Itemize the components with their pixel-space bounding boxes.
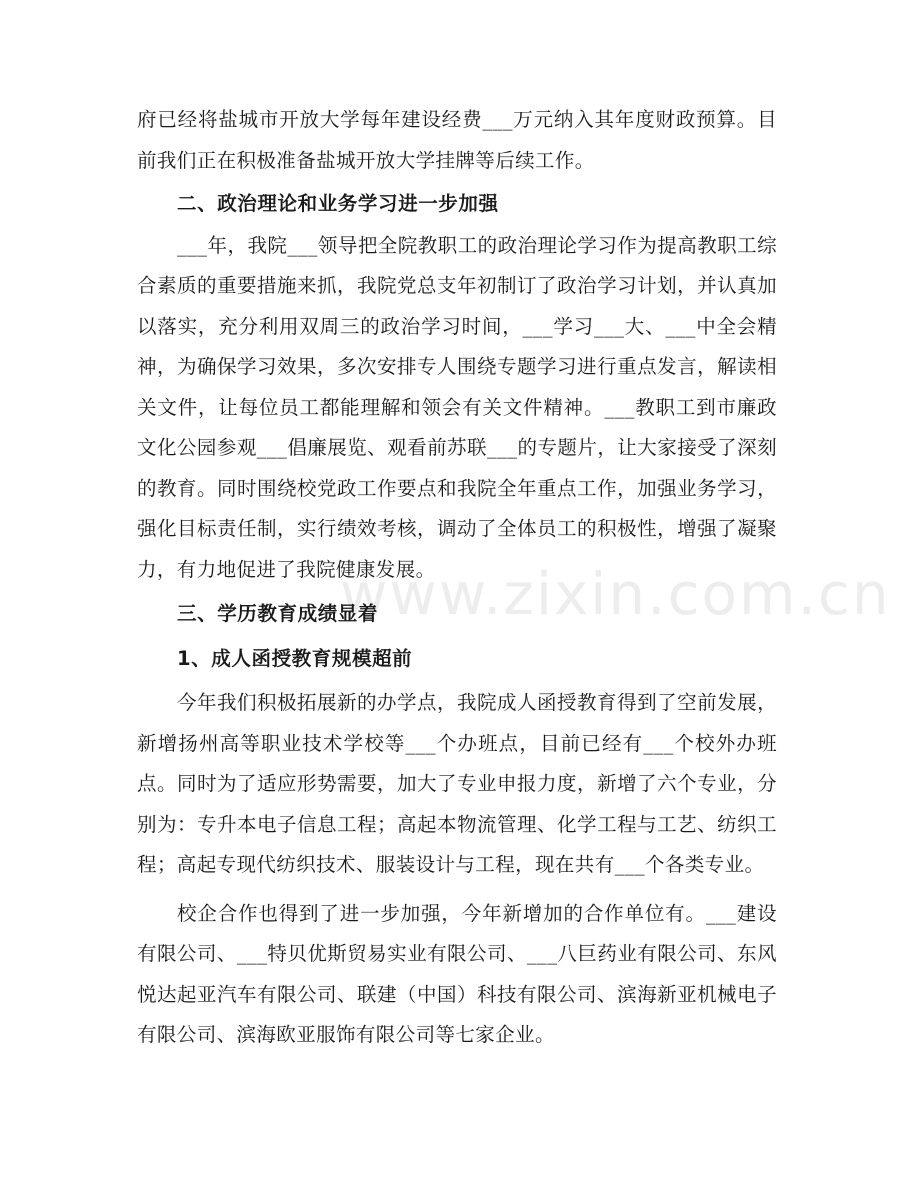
paragraph-budget-continuation: 府已经将盐城市开放大学每年建设经费___万元纳入其年度财政预算。目前我们正在积极准备盐城开放大学挂牌等后续工作。 <box>137 108 777 172</box>
document-page <box>137 100 777 1056</box>
watermark-text: www.zixin.com.cn <box>340 560 891 628</box>
subsection-heading-correspondence: 1、成人函授教育规模超前 <box>177 646 413 670</box>
paragraph-school-enterprise: 校企合作也得到了进一步加强，今年新增加的合作单位有。___建设有限公司、___特贝优斯贸易实业有限公司、___八巨药业有限公司、东风悦达起亚汽车有限公司、联建（中国）科技有限公司、滨海新亚机械电子有限公司、滨海欧亚服饰有限公司等七家企业。 <box>137 901 777 1046</box>
paragraph-correspondence-education: 今年我们积极拓展新的办学点，我院成人函授教育得到了空前发展，新增扬州高等职业技术学校等___个办班点，目前已经有___个校外办班点。同时为了适应形势需要，加大了专业申报力度，新增了六个专业，分别为：专升本电子信息工程；高起本物流管理、化学工程与工艺、纺织工程；高起专现代纺织技术、服装设计与工程，现在共有___个各类专业。 <box>137 691 777 876</box>
section-heading-education-results: 三、学历教育成绩显着 <box>177 602 379 625</box>
section-heading-political-study: 二、政治理论和业务学习进一步加强 <box>177 192 499 215</box>
paragraph-political-study: ___年，我院___领导把全院教职工的政治理论学习作为提高教职工综合素质的重要措施来抓，我院党总支年初制订了政治学习计划，并认真加以落实，充分利用双周三的政治学习时间，___学习___大、___中全会精神，为确保学习效果，多次安排专人围绕专题学习进行重点发言，解读相关文件，让每位员工都能理解和领会有关文件精神。___教职工到市廉政文化公园参观___倡廉展览、观看前苏联___的专题片，让大家接受了深刻的教育。同时围绕校党政工作要点和我院全年重点工作，加强业务学习，强化目标责任制，实行绩效考核，调动了全体员工的积极性，增强了凝聚力，有力地促进了我院健康发展。 <box>137 233 777 581</box>
